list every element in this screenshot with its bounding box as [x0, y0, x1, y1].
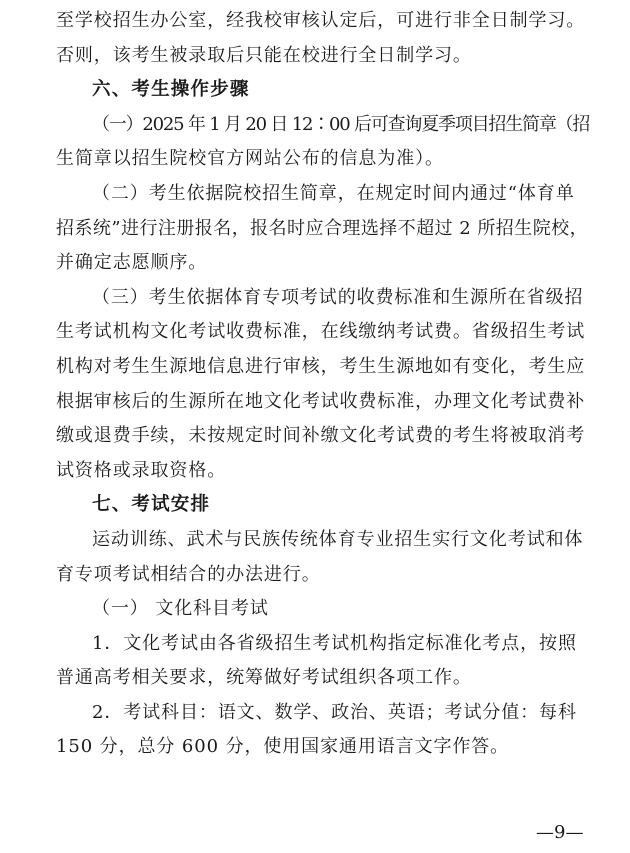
- paragraph-line: 150 分，总分 600 分，使用国家通用语言文字作答。: [56, 736, 510, 758]
- paragraph-line: （三）考生依据体育专项考试的收费标准和生源所在省级招: [92, 286, 584, 308]
- section-heading: 六、考生操作步骤: [92, 79, 250, 101]
- paragraph-line: （二）考生依据院校招生简章，在规定时间内通过“体育单: [92, 182, 575, 204]
- paragraph-line: 运动训练、武术与民族传统体育专业招生实行文化考试和体: [92, 528, 584, 550]
- paragraph-line: 机构对考生生源地信息进行审核，考生生源地如有变化，考生应: [56, 355, 586, 377]
- paragraph-line: 缴或退费手续，未按规定时间补缴文化考试费的考生将被取消考: [56, 425, 586, 447]
- paragraph-line: 1．文化考试由各省级招生考试机构指定标准化考点，按照: [92, 632, 577, 654]
- page-number: —9—: [536, 822, 584, 843]
- paragraph-line: 至学校招生办公室，经我校审核认定后，可进行非全日制学习。: [56, 10, 586, 31]
- paragraph-line: （一）2025 年 1 月 20 日 12∶00 后可查询夏季项目招生简章（招: [92, 113, 590, 135]
- subsection-heading: （一） 文化科目考试: [92, 598, 269, 620]
- paragraph-line: 生简章以招生院校官方网站公布的信息为准）。: [56, 148, 444, 170]
- paragraph-line: 并确定志愿顺序。: [56, 252, 208, 274]
- paragraph-line: 招系统”进行注册报名，报名时应合理选择不超过 2 所招生院校，: [56, 217, 589, 239]
- paragraph-line: 试资格或录取资格。: [56, 459, 227, 481]
- paragraph-line: 育专项考试相结合的办法进行。: [56, 563, 321, 585]
- paragraph-line: 生考试机构文化考试收费标准，在线缴纳考试费。省级招生考试: [56, 321, 586, 343]
- paragraph-line: 否则，该考生被录取后只能在校进行全日制学习。: [56, 44, 472, 66]
- paragraph-line: 根据审核后的生源所在地文化考试收费标准，办理文化考试费补: [56, 390, 586, 412]
- section-heading: 七、考试安排: [92, 494, 211, 516]
- paragraph-line: 普通高考相关要求，统筹做好考试组织各项工作。: [56, 667, 472, 689]
- paragraph-line: 2．考试科目：语文、数学、政治、英语；考试分值：每科: [92, 701, 577, 723]
- document-page: [56, 4, 590, 765]
